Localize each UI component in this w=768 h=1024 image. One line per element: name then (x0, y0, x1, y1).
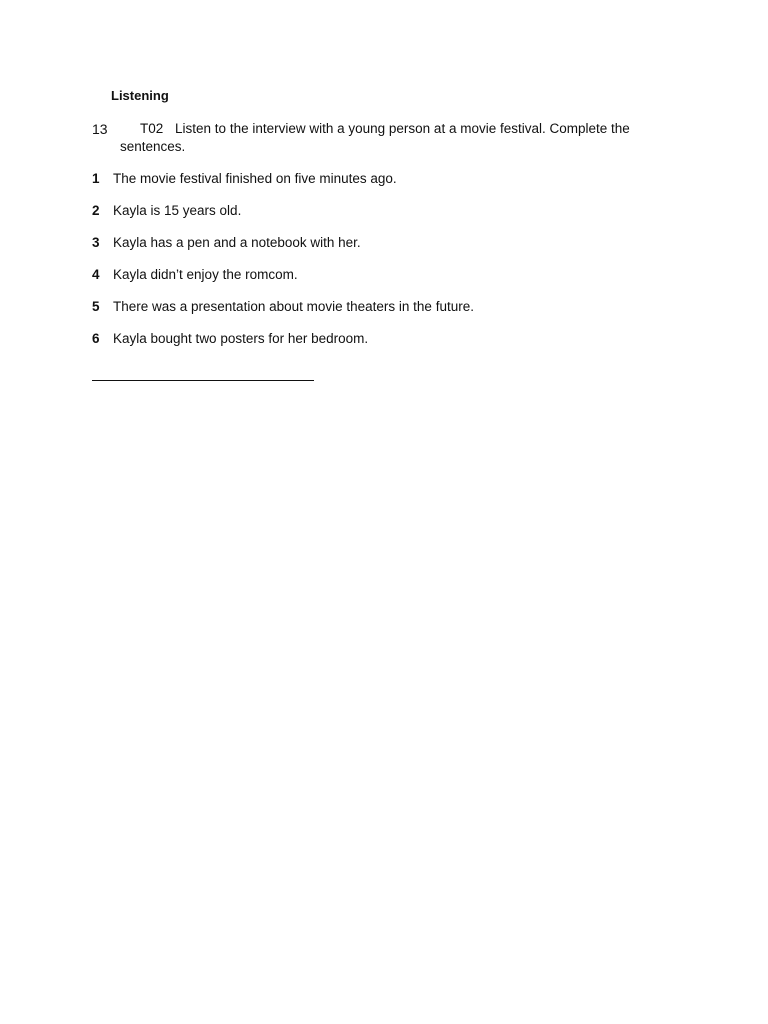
exercise-instruction: Listen to the interview with a young person at a movie festival. Complete the sentences. (120, 121, 630, 154)
horizontal-divider (92, 380, 314, 381)
item-number: 4 (92, 267, 100, 282)
item-number: 2 (92, 203, 100, 218)
item-text: The movie festival finished on five minutes ago. (113, 171, 397, 186)
list-item (92, 235, 474, 267)
list-item (92, 267, 474, 299)
item-number: 3 (92, 235, 100, 250)
list-item (92, 299, 474, 331)
exercise-number: 13 (92, 121, 108, 137)
item-text: Kayla has a pen and a notebook with her. (113, 235, 361, 250)
section-heading: Listening (111, 88, 169, 103)
item-text: Kayla bought two posters for her bedroom. (113, 331, 369, 346)
item-text: Kayla is 15 years old. (113, 203, 242, 218)
item-text: Kayla didn’t enjoy the romcom. (113, 267, 298, 282)
item-number: 6 (92, 331, 100, 346)
list-item (92, 171, 474, 203)
sentence-list (92, 171, 474, 363)
list-item (92, 203, 474, 235)
item-number: 5 (92, 299, 100, 314)
item-text: There was a presentation about movie theaters in the future. (113, 299, 474, 314)
audio-track-code: T02 (140, 121, 164, 136)
item-number: 1 (92, 171, 100, 186)
exercise-instruction-block (120, 120, 660, 156)
list-item (92, 331, 474, 363)
